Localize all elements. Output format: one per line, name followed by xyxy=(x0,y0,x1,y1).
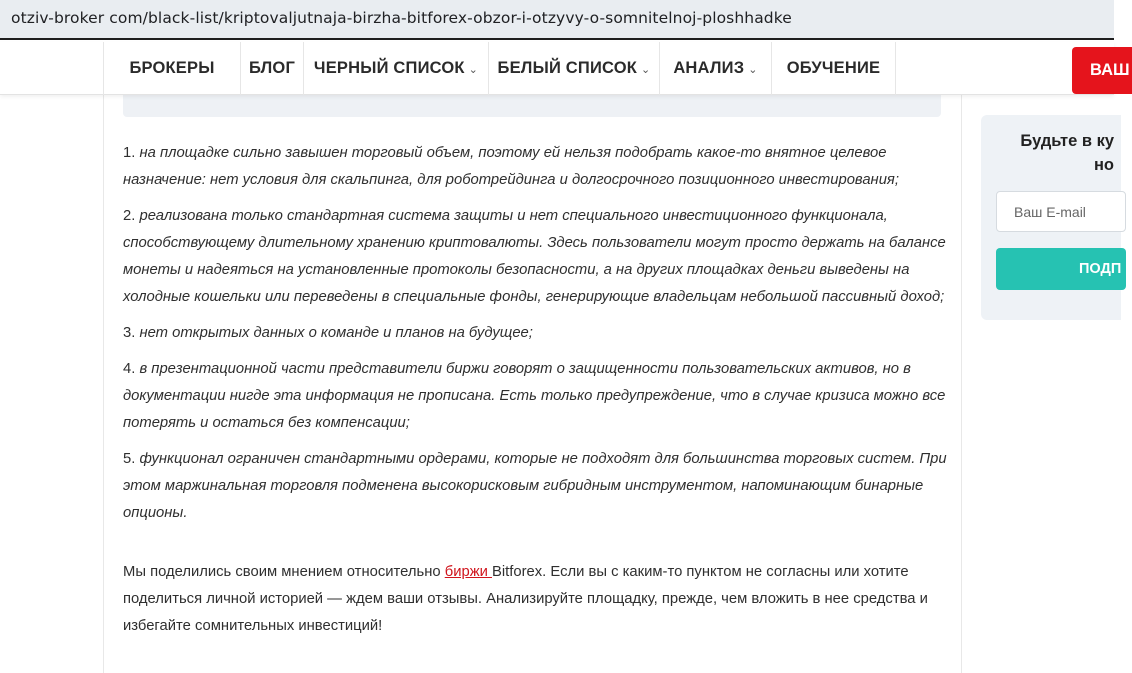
exchange-link[interactable]: биржи xyxy=(444,564,492,580)
nav-item-blog[interactable] xyxy=(241,42,304,95)
article-body xyxy=(123,140,953,640)
newsletter-title-line2: но xyxy=(1093,156,1114,174)
list-item xyxy=(123,356,953,437)
list-item-text: реализована только стандартная система защиты и нет специального инвестиционного функционала, способствующему длительному хранению криптовалюты. Здесь пользователи могут просто держать на балансе монеты и надеяться на установленные протоколы безопасности, а на других площадках деньги выведены на холодные кошельки или переведены в специальные фонды, генерирующие владельцам небольшой пассивный доход; xyxy=(123,208,946,305)
main-nav xyxy=(0,42,1130,95)
list-item-number: 5. xyxy=(123,451,136,467)
nav-item-brokers[interactable] xyxy=(103,42,241,95)
nav-item-white-list[interactable] xyxy=(489,42,660,95)
nav-item-label: БЕЛЫЙ СПИСОК xyxy=(497,59,638,77)
subscribe-button[interactable]: ПОДП xyxy=(996,248,1126,290)
list-item-text: в презентационной части представители биржи говорят о защищенности пользовательских активов, но в документации нигде эта информация не прописана. Есть только предупреждение, что в случае кризиса можно все потерять и остаться без компенсации; xyxy=(123,361,946,431)
nav-item-label: БРОКЕРЫ xyxy=(129,59,215,77)
conclusion-paragraph xyxy=(123,559,953,640)
address-bar-url[interactable]: otziv-broker com/black-list/kriptovaljutnaja-birzha-bitforex-obzor-i-otzyvy-o-somnitelnoj-ploshhadke xyxy=(11,9,792,27)
conclusion-text-after: Bitforex. Если вы с каким-то пунктом не согласны или хотите поделиться личной историей — ждем ваши отзывы. Анализируйте площадку, прежде, чем вложить в нее средства и избегайте сомнительных инвестиций! xyxy=(123,564,928,634)
content-box-bottom xyxy=(123,95,941,117)
list-item-number: 3. xyxy=(123,325,136,341)
list-item-number: 2. xyxy=(123,208,136,224)
nav-item-education[interactable] xyxy=(772,42,896,95)
cta-button[interactable]: ВАШ xyxy=(1072,47,1132,94)
nav-item-label: БЛОГ xyxy=(248,59,295,77)
nav-item-black-list[interactable] xyxy=(304,42,489,95)
list-item xyxy=(123,140,953,194)
email-input[interactable] xyxy=(996,191,1126,232)
chevron-down-icon: ⌄ xyxy=(641,64,651,76)
list-item xyxy=(123,320,953,347)
nav-item-analysis[interactable] xyxy=(660,42,772,95)
newsletter-title: Будьте в ку xyxy=(1020,132,1114,150)
list-item-text: нет открытых данных о команде и планов на будущее; xyxy=(139,325,533,341)
article-list xyxy=(123,140,953,527)
list-item-text: функционал ограничен стандартными ордерами, которые не подходят для большинства торговых систем. При этом маржинальная торговля подменена высокорисковым гибридным инструментом, напоминающим бинарные опционы. xyxy=(123,451,947,521)
conclusion-text-before: Мы поделились своим мнением относительно xyxy=(123,564,445,580)
list-item-number: 1. xyxy=(123,145,136,161)
list-item xyxy=(123,446,953,527)
nav-item-label: ОБУЧЕНИЕ xyxy=(786,59,881,77)
chevron-down-icon: ⌄ xyxy=(748,64,758,76)
nav-item-label: ЧЕРНЫЙ СПИСОК xyxy=(313,59,465,77)
newsletter-widget xyxy=(981,115,1121,320)
address-bar[interactable] xyxy=(0,0,1114,40)
list-item xyxy=(123,203,953,311)
nav-menu xyxy=(103,42,896,95)
list-item-number: 4. xyxy=(123,361,136,377)
list-item-text: на площадке сильно завышен торговый объем, поэтому ей нельзя подобрать какое-то внятное целевое назначение: нет условия для скальпинга, для роботрейдинга и долгосрочного позиционного инвестирования; xyxy=(123,145,899,188)
nav-item-label: АНАЛИЗ xyxy=(673,59,745,77)
chevron-down-icon: ⌄ xyxy=(468,64,479,76)
